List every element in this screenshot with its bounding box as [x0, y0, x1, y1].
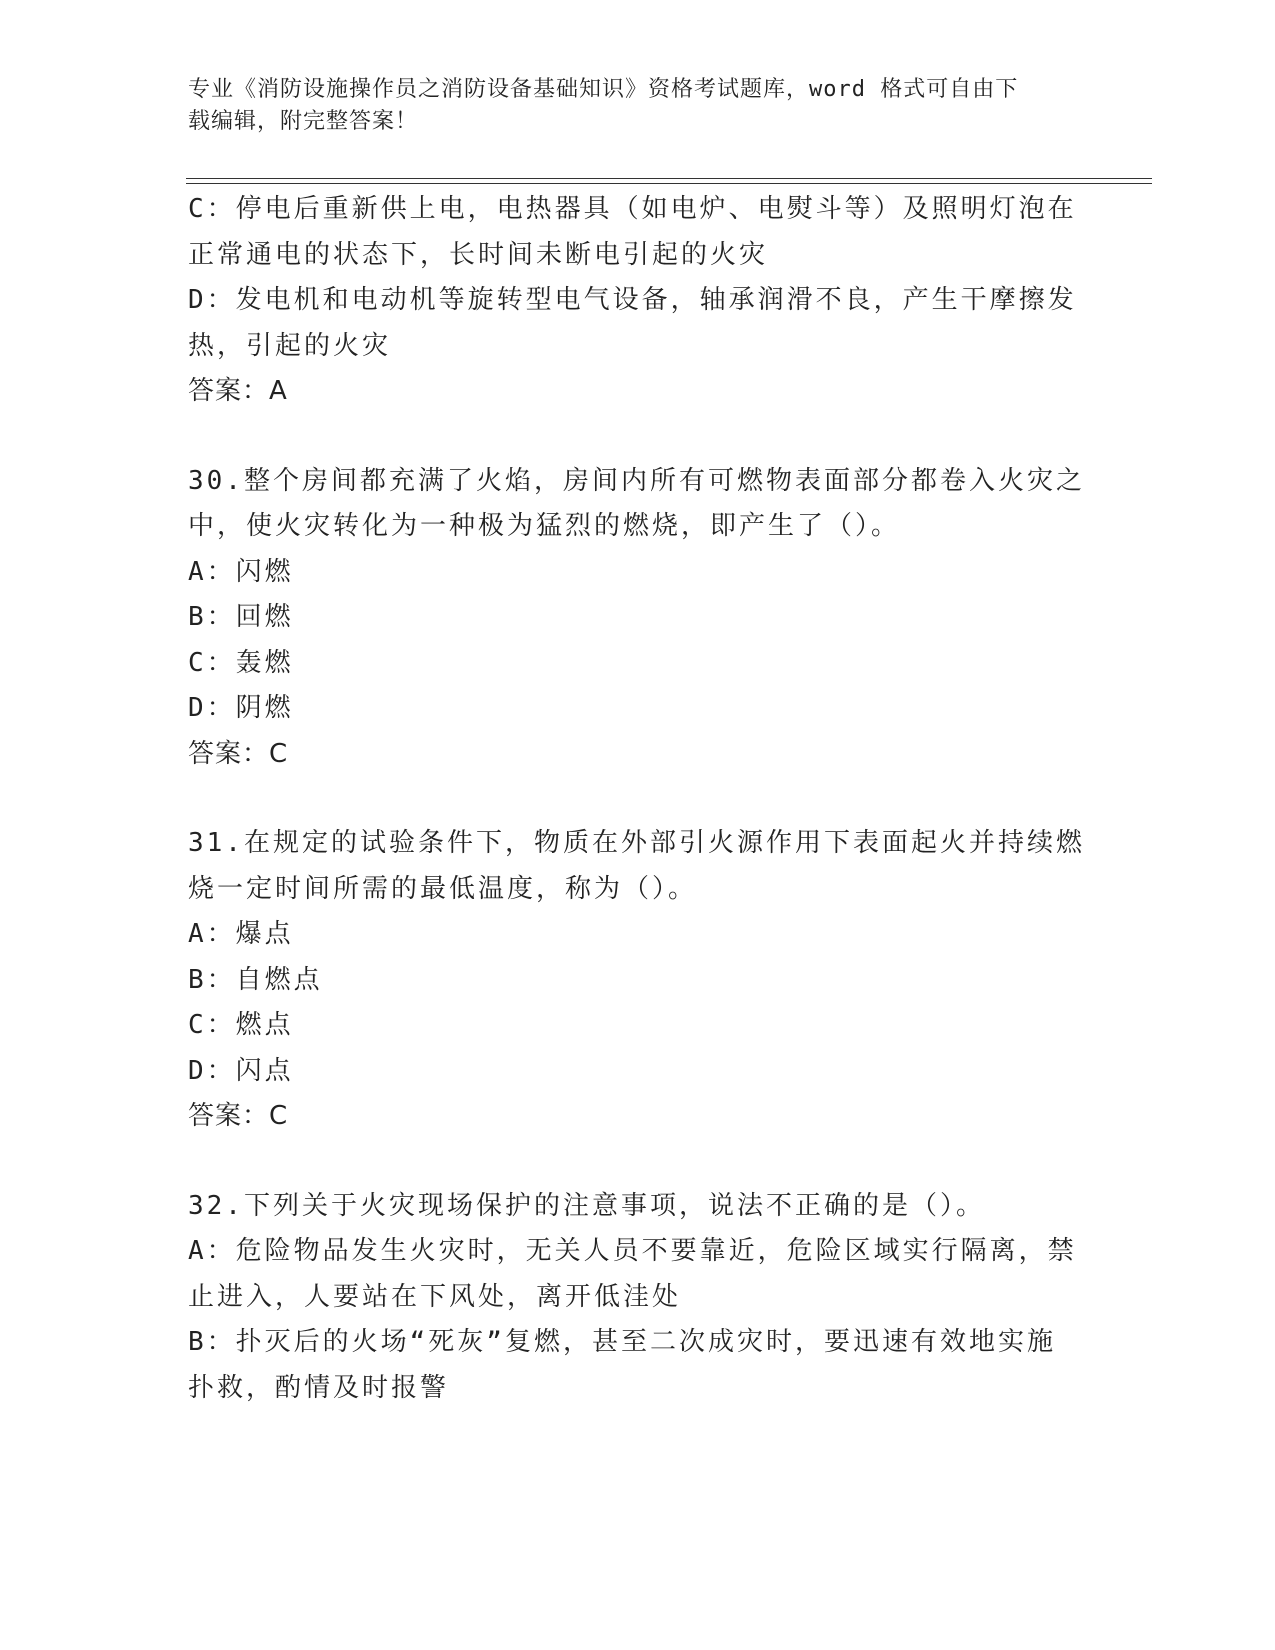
answer-line: 答案：C: [188, 1101, 289, 1131]
option-b-line-1: B：扑灭后的火场“死灰”复燃，甚至二次成灾时，要迅速有效地实施: [188, 1327, 1056, 1357]
header-divider-bottom: [186, 183, 1152, 184]
answer-line: 答案：C: [188, 738, 289, 769]
option-c-line-1: C：停电后重新供上电，电热器具（如电炉、电熨斗等）及照明灯泡在: [188, 194, 1077, 224]
option-b: B：自燃点: [188, 964, 323, 995]
option-c-line-2: 正常通电的状态下，长时间未断电引起的火灾: [188, 239, 769, 270]
header-divider-top: [186, 178, 1152, 179]
option-d-line-2: 热，引起的火灾: [188, 330, 392, 361]
option-b-line-2: 扑救，酌情及时报警: [188, 1372, 450, 1403]
option-a-line-2: 止进入，人要站在下风处，离开低洼处: [188, 1281, 682, 1312]
option-d: D：闪点: [188, 1055, 294, 1086]
option-d-line-1: D：发电机和电动机等旋转型电气设备，轴承润滑不良，产生干摩擦发: [188, 285, 1077, 315]
header-line-1: 专业《消防设施操作员之消防设备基础知识》资格考试题库，word 格式可自由下: [188, 77, 1019, 102]
question-31: [188, 821, 1088, 1140]
option-c: C：燃点: [188, 1010, 294, 1040]
question-stem-line-1: 30.整个房间都充满了火焰，房间内所有可燃物表面部分都卷入火灾之: [188, 465, 1085, 496]
question-content: [188, 187, 1088, 1411]
option-c: C：轰燃: [188, 647, 294, 678]
question-32: [188, 1184, 1088, 1412]
question-stem-line-2: 中，使火灾转化为一种极为猛烈的燃烧，即产生了（）。: [188, 511, 901, 541]
question-stem-line-2: 烧一定时间所需的最低温度，称为（）。: [188, 873, 698, 904]
question-stem-line-1: 32.下列关于火灾现场保护的注意事项，说法不正确的是（）。: [188, 1190, 985, 1221]
option-a: A：闪燃: [188, 556, 294, 587]
answer-line: 答案：A: [188, 376, 288, 406]
option-b: B：回燃: [188, 602, 294, 632]
header-line-2: 载编辑，附完整答案！: [188, 109, 419, 134]
question-spacer: [188, 1140, 1088, 1184]
question-29-continuation: [188, 187, 1088, 415]
question-30: [188, 459, 1088, 778]
document-header: [188, 74, 1088, 138]
question-spacer: [188, 415, 1088, 459]
option-a: A：爆点: [188, 919, 294, 949]
option-d: D：阴燃: [188, 693, 294, 723]
question-spacer: [188, 777, 1088, 821]
question-stem-line-1: 31.在规定的试验条件下，物质在外部引火源作用下表面起火并持续燃: [188, 828, 1085, 858]
option-a-line-1: A：危险物品发生火灾时，无关人员不要靠近，危险区域实行隔离，禁: [188, 1236, 1077, 1266]
